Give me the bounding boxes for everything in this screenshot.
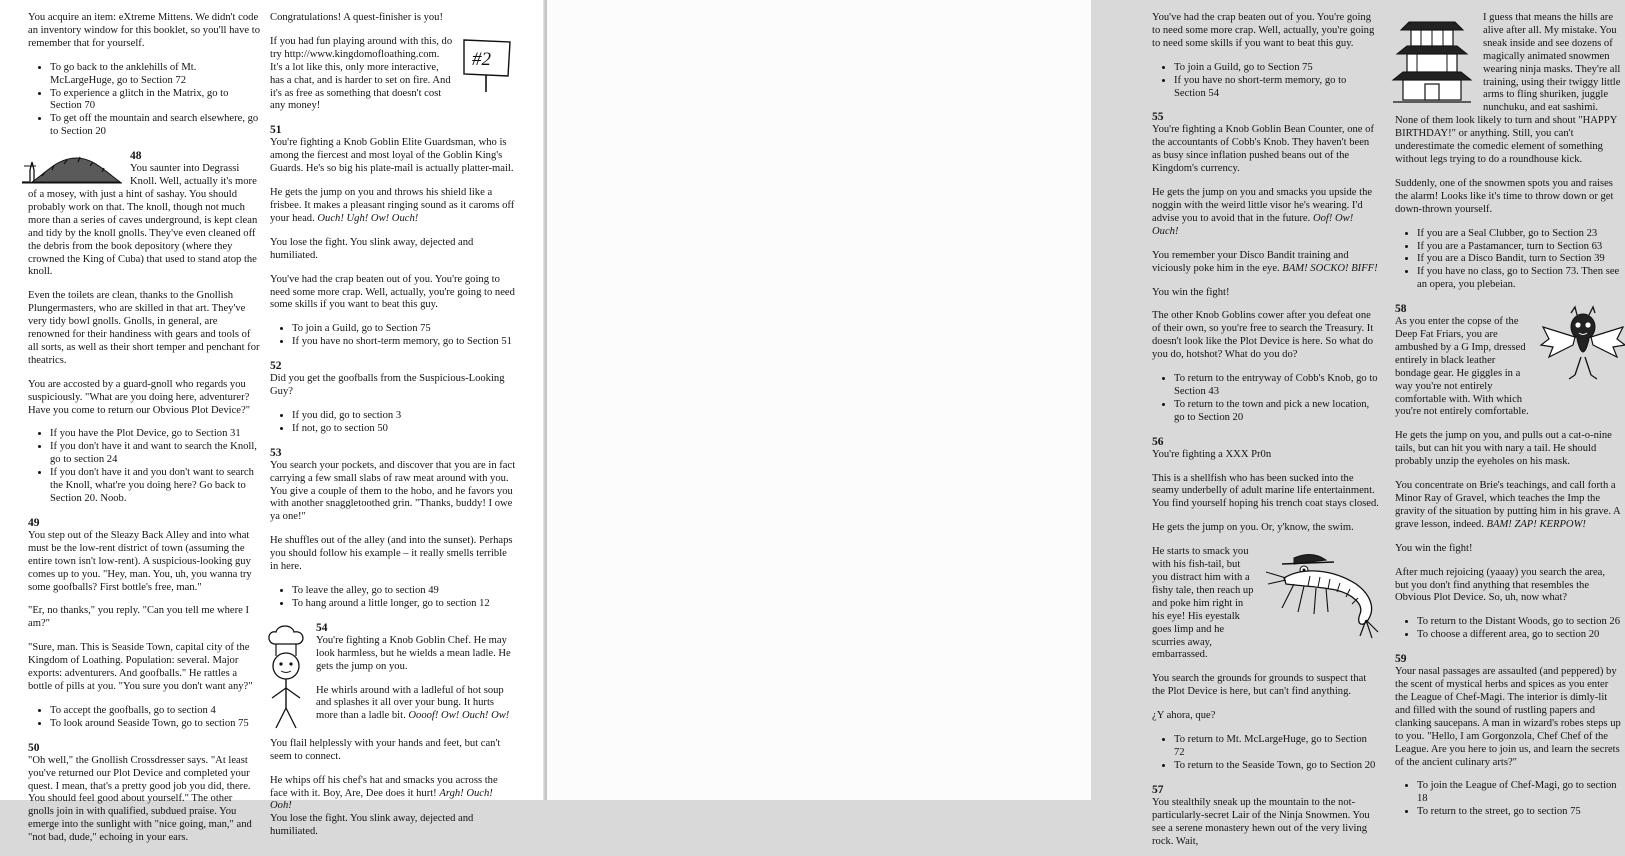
section-text: As you enter the copse of the Deep Fat Friars, you are ambushed by a G Imp, dressed entirely in black leather bondage gear. He giggles in a way you're not entirely comfortable with. With which you're not entirely comfortable. <box>1395 316 1529 418</box>
section-49 <box>28 517 260 731</box>
choice-item: • To return to the Distant Woods, go to section 26 <box>1417 616 1621 629</box>
section-text <box>270 187 516 226</box>
choice-item: • If you don't have it and you don't want to search the Knoll, what're you doing here? Go back to Section 20. Noob. <box>50 467 260 506</box>
choice-item: • If you are a Seal Clubber, go to Section 23 <box>1417 228 1621 241</box>
section-48 <box>28 150 260 506</box>
choice-item: • To get off the mountain and search elsewhere, go to Section 20 <box>50 113 260 139</box>
choice-item: • To return to Mt. McLargeHuge, go to Section 72 <box>1174 734 1380 760</box>
monastery-pagoda-illustration <box>1389 14 1475 106</box>
section-text <box>1152 250 1380 276</box>
section-choices <box>28 428 260 505</box>
section-number: 58 <box>1395 303 1407 316</box>
section-53 <box>270 447 516 611</box>
section-text: You win the fight! <box>1152 286 1230 298</box>
sign-illustration <box>460 36 516 94</box>
choice-item: • If you are a Pastamancer, turn to Section 63 <box>1417 241 1621 254</box>
choice-item: • To leave the alley, go to section 49 <box>292 585 516 598</box>
section-choices <box>1395 780 1621 819</box>
congrats-text: Congratulations! A quest-finisher is you! <box>270 12 444 23</box>
section-text: You saunter into Degrassi Knoll. Well, actually it's more of a mosey, with just a hint of sashay. You should probably work on that. The knoll, though not much more than a series of caves underground, is kept clean and tidy by the knoll gnolls. They've even cleaned off the debris from the book depository (where they crowned the King of Cuba) that used to stand atop the knoll. <box>28 163 258 278</box>
choice-item: • To join a Guild, go to Section 75 <box>1174 62 1380 75</box>
section-text-part: You lose the fight. You slink away, dejected and humiliated. <box>270 813 474 838</box>
section-text: "Sure, man. This is Seaside Town, capital city of the Kingdom of Loathing. Population: several. Major exports: adventurers. And goofballs." He rattles a bottle of pills at you. "You sure you don't want any?" <box>28 642 253 692</box>
choice-item: • If you have no short-term memory, go to Section 51 <box>292 336 516 349</box>
section-50 <box>28 742 260 845</box>
section-text: He gets the jump on you. Or, y'know, the swim. <box>1152 522 1354 534</box>
section-text: You step out of the Sleazy Back Alley and into what must be the low-rent district of town (assuming the entire town isn't low-rent). A suspicious-looking guy comes up to you. "Hey, man. You, uh, you wanna try some goofballs? First bottle's free, man." <box>28 529 252 593</box>
choice-item: • If you have no class, go to Section 73. Then see an opera, you plebeian. <box>1417 266 1621 292</box>
sound-effect: BAM! SOCKO! BIFF! <box>1282 262 1378 274</box>
choice-item: • To look around Seaside Town, go to section 75 <box>50 718 260 731</box>
section-text: After much rejoicing (yaaay) you search the area, but you don't find anything that resembles the Obvious Plot Device. So, uh, now what? <box>1395 566 1606 604</box>
choice-item: • If you did, go to section 3 <box>292 410 516 423</box>
section-text: I guess that means the hills are alive after all. My mistake. You sneak inside and see dozens of magically animated snowmen wearing ninja masks. They're all training, using their twiggy little arms to fling shuriken, juggle nunchuku, and eat sashimi. None of them look likely to turn and shout "HAPPY BIRTHDAY!" or anything. Still, you can't underestimate the comedic element of something without legs trying to do a roundhouse kick. <box>1395 12 1621 165</box>
section-number: 49 <box>28 516 40 529</box>
section-number: 50 <box>28 741 40 754</box>
section-text-part: He gets the jump on you and smacks you upside the noggin with the weird little visor he's wearing. I'd advise you to avoid that in the future. <box>1152 187 1373 224</box>
section-text: Your nasal passages are assaulted (and peppered) by the scent of mystical herbs and spices as you enter the League of Chef-Magi. The interior is dimly-lit and filled with the sound of rustling papers and clanking saucepans. A man in wizard's robes steps up to you. "Hello, I am Gorgonzola, Chef Chef of the League. Are you here to join us, and learn the secrets of the ancient culinary arts?" <box>1395 666 1621 768</box>
section-text: The other Knob Goblins cower after you defeat one of their own, so you're free to search the Treasury. It doesn't look like the Plot Device is here. So what do you do, hotshot? What do you do? <box>1152 310 1374 361</box>
sound-effect: BAM! ZAP! KERPOW! <box>1486 518 1586 530</box>
choice-item: • To choose a different area, go to section 20 <box>1417 629 1621 642</box>
section-number: 57 <box>1152 783 1164 796</box>
choice-item: • If you have no short-term memory, go to Section 54 <box>1174 75 1380 101</box>
right-page <box>547 0 1621 847</box>
section-text: He starts to smack you with his fish-tail, but you distract him with a fishy tale, then reach up and poke him right in his eye! His eyestalk goes limp and he scurries away, embarrassed. <box>1152 546 1254 661</box>
knoll-hill-illustration <box>22 152 122 186</box>
choice-item: • To accept the goofballs, go to section 4 <box>50 705 260 718</box>
section-text: Did you get the goofballs from the Suspicious-Looking Guy? <box>270 373 505 398</box>
left-page <box>0 0 545 844</box>
intro-text: You acquire an item: eXtreme Mittens. We didn't code an inventory window for this booklet, so you'll have to remember that for yourself. <box>28 12 260 49</box>
right-column-1 <box>1152 12 1380 848</box>
choice-item: • To return to the entryway of Cobb's Knob, go to Section 43 <box>1174 373 1380 399</box>
section-text: "Er, no thanks," you reply. "Can you tell me where I am?" <box>28 605 250 630</box>
section-choices <box>270 410 516 436</box>
section-text: You're fighting a XXX Pr0n <box>1152 448 1272 460</box>
section-57 <box>1152 784 1380 849</box>
choice-item: • To return to the street, go to section 75 <box>1417 806 1621 819</box>
left-column-2 <box>270 12 516 839</box>
section-text: Even the toilets are clean, thanks to the Gnollish Plungermasters, who are skilled in that art. They've very tidy bowl gnolls. Gnolls, in general, are renowned for their handiness with gears and tools of all sorts, as well as their short temper and penchant for theatrics. <box>28 290 260 366</box>
section-text: You've had the crap beaten out of you. You're going to need some more crap. Well, actually, you're going to need some skills if you want to beat this guy. <box>1152 12 1375 49</box>
choice-item: • To go back to the anklehills of Mt. McLargeHuge, go to Section 72 <box>50 62 260 88</box>
section-text-part: He whips off his chef's hat and smacks you across the face with it. Boy, Are, Dee does it hurt! <box>270 774 498 799</box>
sound-effect: Oof! Ow! Ouch! <box>1152 212 1354 237</box>
section-choices <box>1395 228 1621 293</box>
section-number: 53 <box>270 446 282 459</box>
section-choices <box>270 585 516 611</box>
section-text: ¿Y ahora, que? <box>1152 710 1216 722</box>
sound-effect: Ouch! Ugh! Ow! Ouch! <box>317 212 419 224</box>
section-text: You lose the fight. You slink away, dejected and humiliated. <box>270 236 474 261</box>
choice-item: • To join a Guild, go to Section 75 <box>292 323 516 336</box>
section-text: "Oh well," the Gnollish Crossdresser says. "At least you've returned our Plot Device and completed your quest. I mean, that's a pretty good job you did, there. You should feel good about yourself." The other gnolls join in with qualified, subdued praise. You emerge into the sunlight with "nice going, man," and "not bad, dude," echoing in your ears. <box>28 754 252 844</box>
section-54 <box>270 622 516 839</box>
section-text: You search the grounds for grounds to suspect that the Plot Device is here, but can't find anything. <box>1152 673 1367 698</box>
left-column-1 <box>28 12 260 856</box>
section-choices <box>1395 616 1621 642</box>
sound-effect: Argh! Ouch! Ooh! <box>270 787 493 812</box>
section-56 <box>1152 436 1380 773</box>
section-number: 56 <box>1152 435 1164 448</box>
section-number: 59 <box>1395 653 1407 666</box>
section-text: You're fighting a Knob Goblin Chef. He may look harmless, but he wields a mean ladle. He gets the jump on you. <box>316 634 511 672</box>
section-text: He shuffles out of the alley (and into the sunset). Perhaps you should follow his example – it really smells terrible in here. <box>270 535 513 573</box>
choice-item: • If you don't have it and want to search the Knoll, go to section 24 <box>50 441 260 467</box>
section-choices <box>1152 373 1380 425</box>
section-text: You're fighting a Knob Goblin Elite Guardsman, who is among the fiercest and most loyal of the Goblin King's Guards. He's so big his plate-mail is actually platter-mail. <box>270 137 514 175</box>
section-number: 54 <box>316 621 328 634</box>
section-text-part: You remember your Disco Bandit training and viciously poke him in the eye. <box>1152 249 1349 274</box>
sign-text: #2 <box>472 48 491 70</box>
section-text-part: You concentrate on Brie's teachings, and call forth a Minor Ray of Gravel, which teaches the Imp the gravity of the situation by putting him in his grave. A grave lesson, indeed. <box>1395 480 1621 530</box>
section-choices <box>1152 734 1380 773</box>
choice-item: • If you are a Disco Bandit, turn to Section 39 <box>1417 253 1621 266</box>
section-text <box>270 775 516 840</box>
section-choices <box>270 323 516 349</box>
choice-item: • To experience a glitch in the Matrix, go to Section 70 <box>50 88 260 114</box>
section-58 <box>1395 303 1621 642</box>
section-52 <box>270 360 516 436</box>
section-text: Suddenly, one of the snowmen spots you and raises the alarm! Looks like it's time to throw down or get down-thrown yourself. <box>1395 177 1614 215</box>
choice-item: • To hang around a little longer, go to section 12 <box>292 598 516 611</box>
section-text: You've had the crap beaten out of you. You're going to need some more crap. Well, actually, you're going to need some skills if you want to beat this guy. <box>270 273 515 311</box>
section-number: 55 <box>1152 111 1164 124</box>
choice-item: • To join the League of Chef-Magi, go to section 18 <box>1417 780 1621 806</box>
choice-item: • If you have the Plot Device, go to Section 31 <box>50 428 260 441</box>
section-text-part: He gets the jump on you and throws his shield like a frisbee. It makes a pleasant ringing sound as it caroms off your head. <box>270 187 515 224</box>
section-51 <box>270 124 516 349</box>
section-number: 52 <box>270 360 282 373</box>
section-text: You stealthily sneak up the mountain to the not-particularly-secret Lair of the Ninja Snowmen. You see a serene monastery hewn out of the very living rock. Wait, <box>1152 796 1370 847</box>
goblin-chef-illustration <box>264 624 308 736</box>
choice-item: • To return to the Seaside Town, go to Section 20 <box>1174 760 1380 773</box>
section-59 <box>1395 653 1621 819</box>
section-55 <box>1152 111 1380 424</box>
section-text: You search your pockets, and discover that you are in fact carrying a few small slabs of raw meat around with you. You give a couple of them to the hobo, and he favors you with another snaggletoothed grin. "Thanks, buddy! I owe ya one!" <box>270 459 516 523</box>
section-choices <box>1152 62 1380 101</box>
choice-item: • If not, go to section 50 <box>292 423 516 436</box>
section-text: He gets the jump on you, and pulls out a cat-o-nine tails, but can hit you with nary a tail. He should probably unzip the eyeholes on his mask. <box>1395 430 1612 468</box>
imp-illustration <box>1539 305 1625 391</box>
shrimp-illustration <box>1264 548 1384 648</box>
intro-choices <box>28 62 260 139</box>
sound-effect: Oooof! Ow! Ouch! Ow! <box>408 710 510 722</box>
fun-text: If you had fun playing around with this, do try http://www.kingdomofloathing.com. It's a lot like this, only more interactive, has a chat, and is harder to set on fire. And it's as free as something that doesn't cost any money! <box>270 35 453 112</box>
section-text: You're fighting a Knob Goblin Bean Counter, one of the accountants of Cobb's Knob. They haven't been as busy since inflation pushed beans out of the Kingdom's currency. <box>1152 124 1374 175</box>
section-text <box>1152 187 1380 239</box>
section-text-part: He whirls around with a ladleful of hot soup and splashes it all over your bung. It hurts more than a ladle bit. <box>316 684 504 722</box>
section-text <box>1395 480 1621 532</box>
right-column-2 <box>1395 12 1621 830</box>
section-choices <box>28 705 260 731</box>
section-text: You flail helplessly with your hands and feet, but can't seem to connect. <box>270 737 501 762</box>
section-text: You win the fight! <box>1395 542 1473 554</box>
section-text: You are accosted by a guard-gnoll who regards you suspiciously. "What are you doing here, adventurer? Have you come to return our Obvious Plot Device?" <box>28 378 251 416</box>
section-number: 48 <box>130 150 142 163</box>
choice-item: • To return to the town and pick a new location, go to Section 20 <box>1174 399 1380 425</box>
section-number: 51 <box>270 124 282 137</box>
section-text: This is a shellfish who has been sucked into the seamy underbelly of adult marine life entertainment. You find yourself hoping his trench coat stays closed. <box>1152 472 1379 510</box>
